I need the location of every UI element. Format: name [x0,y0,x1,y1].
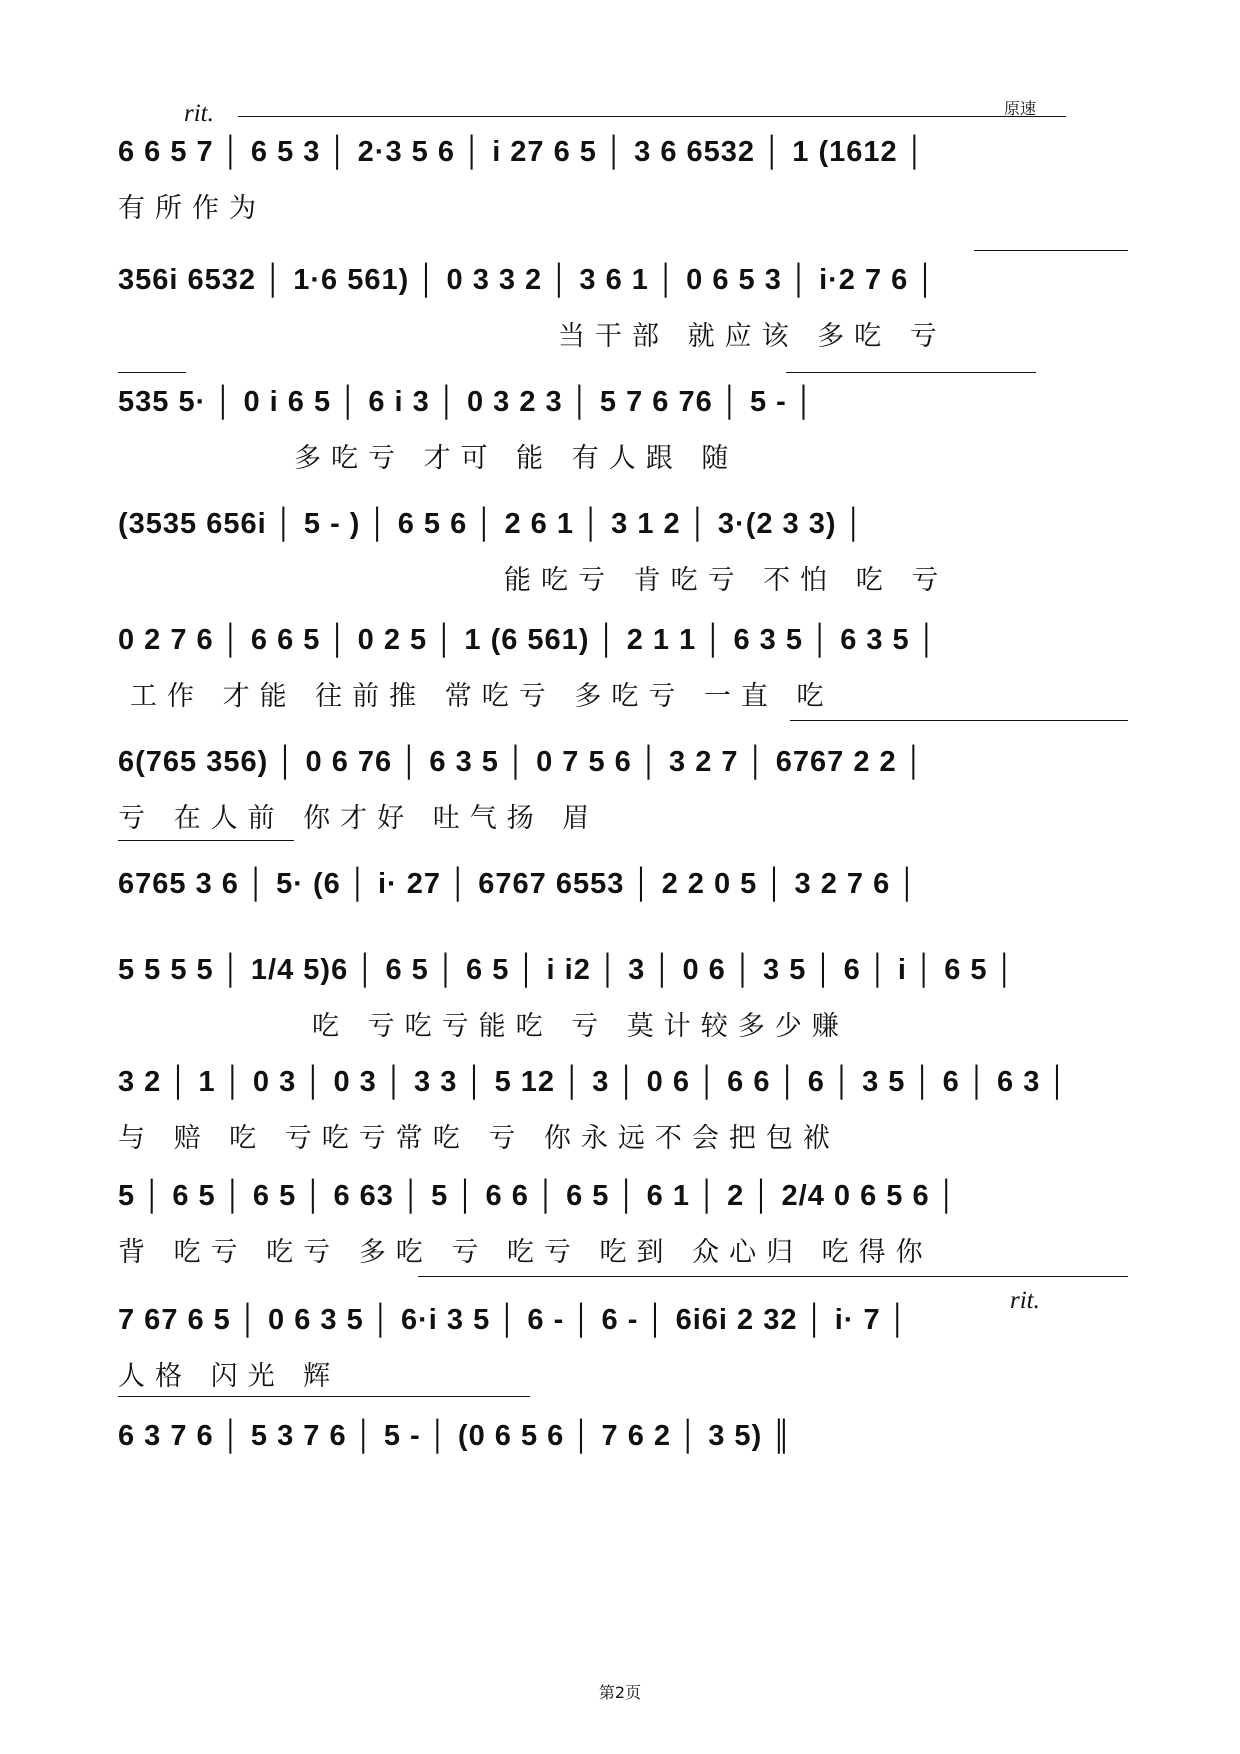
notation-line: 5 5 5 5 │ 1/4 5)6 │ 6 5 │ 6 5 │ i i2 │ 3 │ 0 6 │ 3 5 │ 6 │ i │ 6 5 │ [118,954,1016,986]
lyric-line: 背 吃亏 吃亏 多吃 亏 吃亏 吃到 众心归 吃得你 [118,1237,933,1268]
phrase-slur [118,1396,530,1397]
lyric-line: 当干部 就应该 多吃 亏 [558,321,947,352]
notation-line: 6 6 5 7 │ 6 5 3 │ 2·3 5 6 │ i 27 6 5 │ 3 6 6532 │ 1 (1612 │ [118,136,926,168]
phrase-slur [118,372,186,373]
notation-line: 6(765 356) │ 0 6 76 │ 6 3 5 │ 0 7 5 6 │ 3 2 7 │ 6767 2 2 │ [118,746,925,778]
rit-mark-bottom: rit. [1010,1287,1040,1314]
phrase-slur [118,840,294,841]
lyric-line: 工作 才能 往前推 常吃亏 多吃亏 一直 吃 [130,681,834,712]
lyric-line: 能吃亏 肯吃亏 不怕 吃 亏 [504,565,949,596]
page-number: 第2页 [598,1683,642,1702]
tempo-mark: 原速 [1004,99,1037,118]
notation-line: 6 3 7 6 │ 5 3 7 6 │ 5 - │ (0 6 5 6 │ 7 6 2 │ 3 5) ║ [118,1420,793,1452]
notation-line: 3 2 │ 1 │ 0 3 │ 0 3 │ 3 3 │ 5 12 │ 3 │ 0 6 │ 6 6 │ 6 │ 3 5 │ 6 │ 6 3 │ [118,1066,1069,1098]
notation-line: 535 5· │ 0 i 6 5 │ 6 i 3 │ 0 3 2 3 │ 5 7 6 76 │ 5 - │ [118,386,815,418]
lyric-line: 多吃亏 才可 能 有人跟 随 [294,443,739,474]
notation-line: 6765 3 6 │ 5· (6 │ i· 27 │ 6767 6553 │ 2 2 0 5 │ 3 2 7 6 │ [118,868,919,900]
notation-line: 7 67 6 5 │ 0 6 3 5 │ 6·i 3 5 │ 6 - │ 6 - │ 6i6i 2 32 │ i· 7 │ [118,1304,909,1336]
phrase-slur [974,250,1128,251]
phrase-slur [238,116,1066,117]
phrase-slur [790,720,1128,721]
phrase-slur [786,372,1036,373]
lyric-line: 与 赔 吃 亏吃亏常吃 亏 你永远不会把包袱 [118,1123,840,1154]
lyric-line: 吃 亏吃亏能吃 亏 莫计较多少赚 [312,1011,849,1042]
lyric-line: 有所作为 [118,193,266,224]
notation-line: 356i 6532 │ 1·6 561) │ 0 3 3 2 │ 3 6 1 │ 0 6 5 3 │ i·2 7 6 │ [118,264,937,296]
lyric-line: 人格 闪光 辉 [118,1361,341,1392]
rit-mark-top: rit. [184,100,214,127]
notation-line: 0 2 7 6 │ 6 6 5 │ 0 2 5 │ 1 (6 561) │ 2 1 1 │ 6 3 5 │ 6 3 5 │ [118,624,938,656]
notation-line: (3535 656i │ 5 - ) │ 6 5 6 │ 2 6 1 │ 3 1 2 │ 3·(2 3 3) │ [118,508,865,540]
phrase-slur [418,1276,1128,1277]
lyric-line: 亏 在人前 你才好 吐气扬 眉 [118,803,600,834]
notation-line: 5 │ 6 5 │ 6 5 │ 6 63 │ 5 │ 6 6 │ 6 5 │ 6 1 │ 2 │ 2/4 0 6 5 6 │ [118,1180,958,1212]
